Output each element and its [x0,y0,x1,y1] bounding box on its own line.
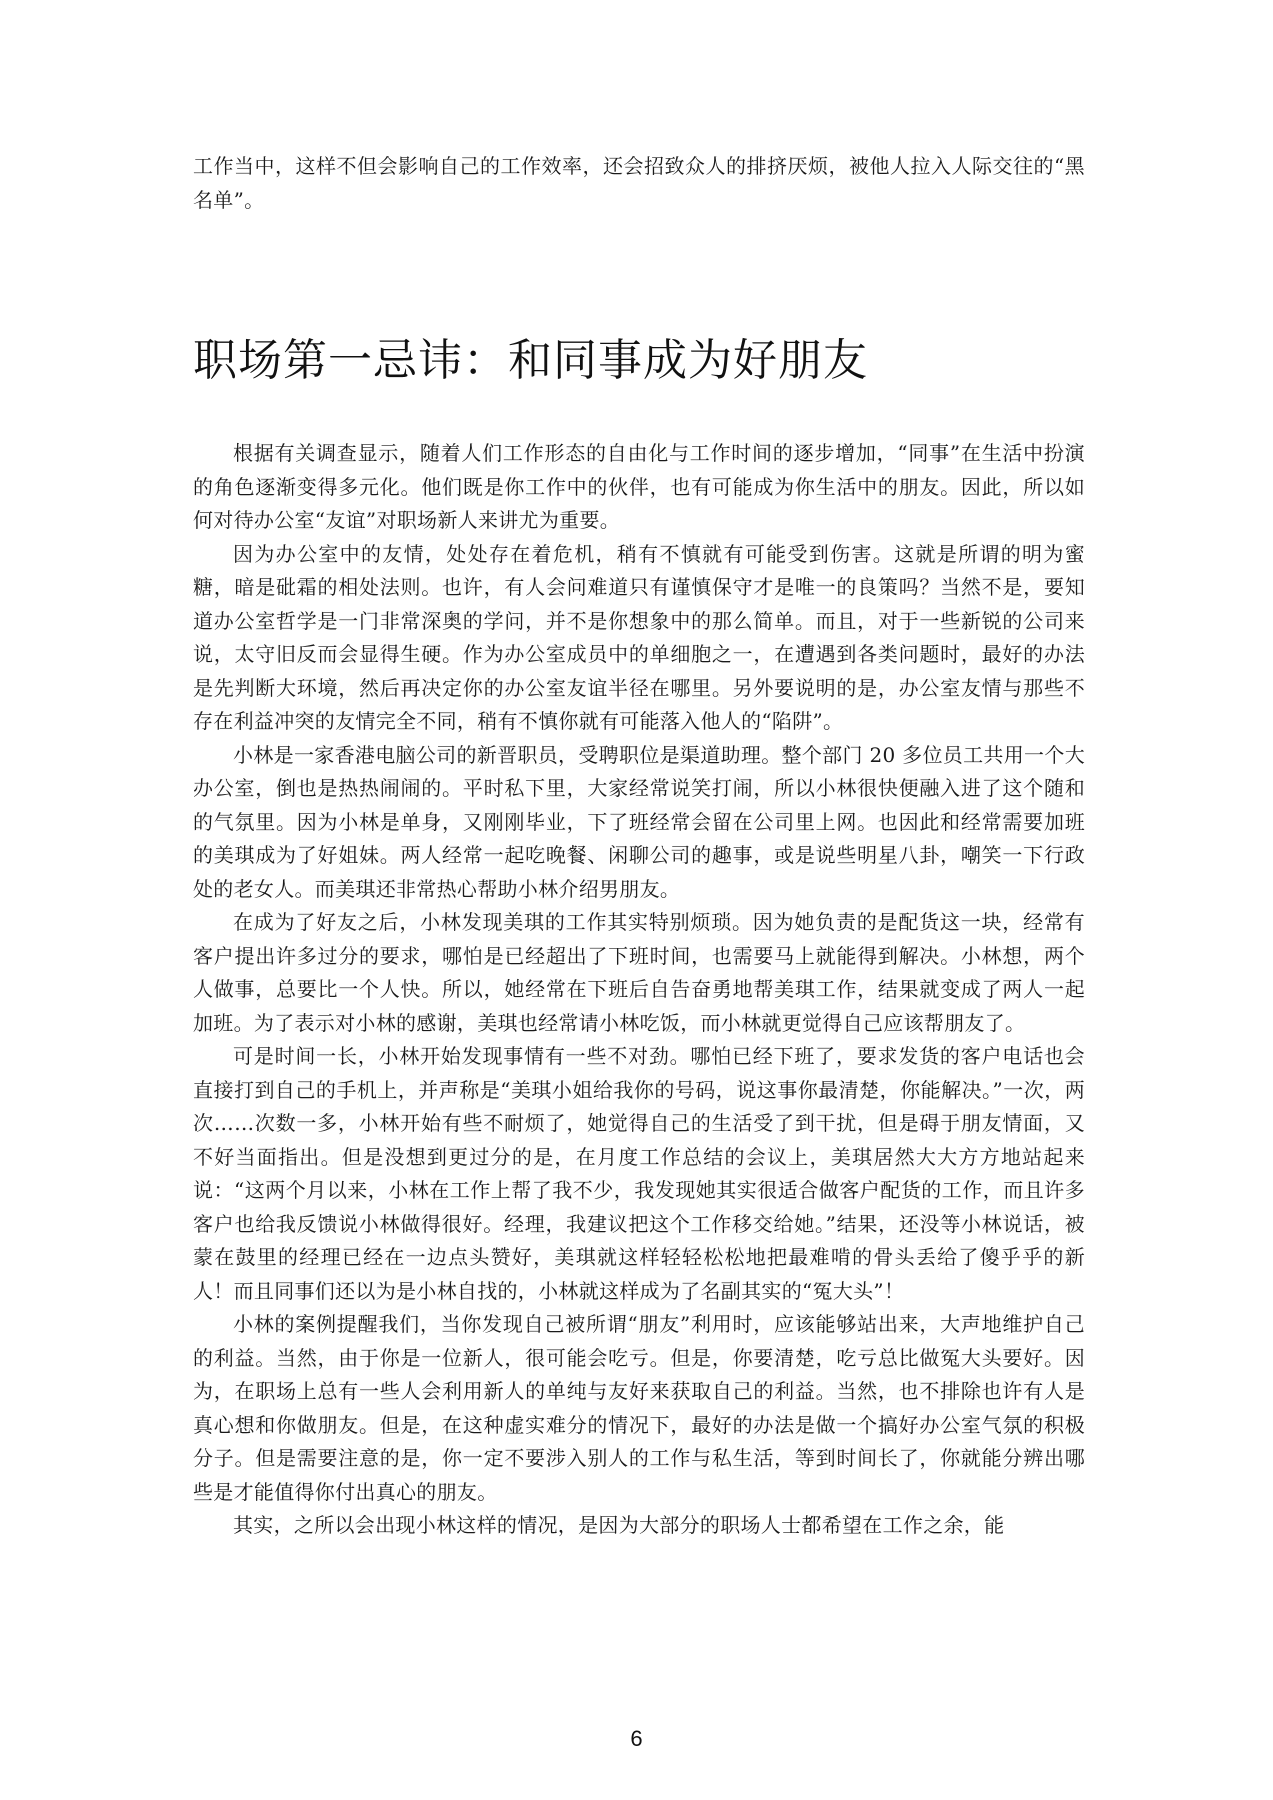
paragraph: 小林是一家香港电脑公司的新晋职员，受聘职位是渠道助理。整个部门 20 多位员工共用一个大办公室，倒也是热热闹闹的。平时私下里，大家经常说笑打闹，所以小林很快便融入进了这个随和的气氛里。因为小林是单身，又刚刚毕业，下了班经常会留在公司里上网。也因此和经常需要加班的美琪成为了好姐妹。两人经常一起吃晚餐、闲聊公司的趣事，或是说些明星八卦，嘲笑一下行政处的老女人。而美琪还非常热心帮助小林介绍男朋友。 [193,742,1085,901]
lead-paragraph: 工作当中，这样不但会影响自己的工作效率，还会招致众人的排挤厌烦，被他人拉入人际交往的“黑名单”。 [193,154,1085,212]
paragraph: 其实，之所以会出现小林这样的情况，是因为大部分的职场人士都希望在工作之余，能 [233,1513,1005,1537]
continued-text [193,150,1085,217]
paragraph: 在成为了好友之后，小林发现美琪的工作其实特别烦琐。因为她负责的是配货这一块，经常有客户提出许多过分的要求，哪怕是已经超出了下班时间，也需要马上就能得到解决。小林想，两个人做事，总要比一个人快。所以，她经常在下班后自告奋勇地帮美琪工作，结果就变成了两人一起加班。为了表示对小林的感谢，美琪也经常请小林吃饭，而小林就更觉得自己应该帮朋友了。 [193,910,1085,1035]
paragraph: 根据有关调查显示，随着人们工作形态的自由化与工作时间的逐步增加，“同事”在生活中扮演的角色逐渐变得多元化。他们既是你工作中的伙伴，也有可能成为你生活中的朋友。因此，所以如何对待办公室“友谊”对职场新人来讲尤为重要。 [193,441,1085,532]
paragraph: 可是时间一长，小林开始发现事情有一些不对劲。哪怕已经下班了，要求发货的客户电话也会直接打到自己的手机上，并声称是“美琪小姐给我你的号码，说这事你最清楚，你能解决。”一次，两次……次数一多，小林开始有些不耐烦了，她觉得自己的生活受了到干扰，但是碍于朋友情面，又不好当面指出。但是没想到更过分的是，在月度工作总结的会议上，美琪居然大大方方地站起来说：“这两个月以来，小林在工作上帮了我不少，我发现她其实很适合做客户配货的工作，而且许多客户也给我反馈说小林做得很好。经理，我建议把这个工作移交给她。”结果，还没等小林说话，被蒙在鼓里的经理已经在一边点头赞好，美琪就这样轻轻松松地把最难啃的骨头丢给了傻乎乎的新人！而且同事们还以为是小林自找的，小林就这样成为了名副其实的“冤大头”！ [193,1044,1085,1303]
page-number: 6 [630,1726,643,1751]
paragraph: 因为办公室中的友情，处处存在着危机，稍有不慎就有可能受到伤害。这就是所谓的明为蜜糖，暗是砒霜的相处法则。也许，有人会问难道只有谨慎保守才是唯一的良策吗？当然不是，要知道办公室哲学是一门非常深奥的学问，并不是你想象中的那么简单。而且，对于一些新锐的公司来说，太守旧反而会显得生硬。作为办公室成员中的单细胞之一，在遭遇到各类问题时，最好的办法是先判断大环境，然后再决定你的办公室友谊半径在哪里。另外要说明的是，办公室友情与那些不存在利益冲突的友情完全不同，稍有不慎你就有可能落入他人的“陷阱”。 [193,541,1085,733]
article-body [193,437,1085,1543]
section-heading: 职场第一忌讳：和同事成为好朋友 [193,335,868,386]
paragraph: 小林的案例提醒我们，当你发现自己被所谓“朋友”利用时，应该能够站出来，大声地维护自己的利益。当然，由于你是一位新人，很可能会吃亏。但是，你要清楚，吃亏总比做冤大头要好。因为，在职场上总有一些人会利用新人的单纯与友好来获取自己的利益。当然，也不排除也许有人是真心想和你做朋友。但是，在这种虚实难分的情况下，最好的办法是做一个搞好办公室气氛的积极分子。但是需要注意的是，你一定不要涉入别人的工作与私生活，等到时间长了，你就能分辨出哪些是才能值得你付出真心的朋友。 [193,1312,1085,1504]
